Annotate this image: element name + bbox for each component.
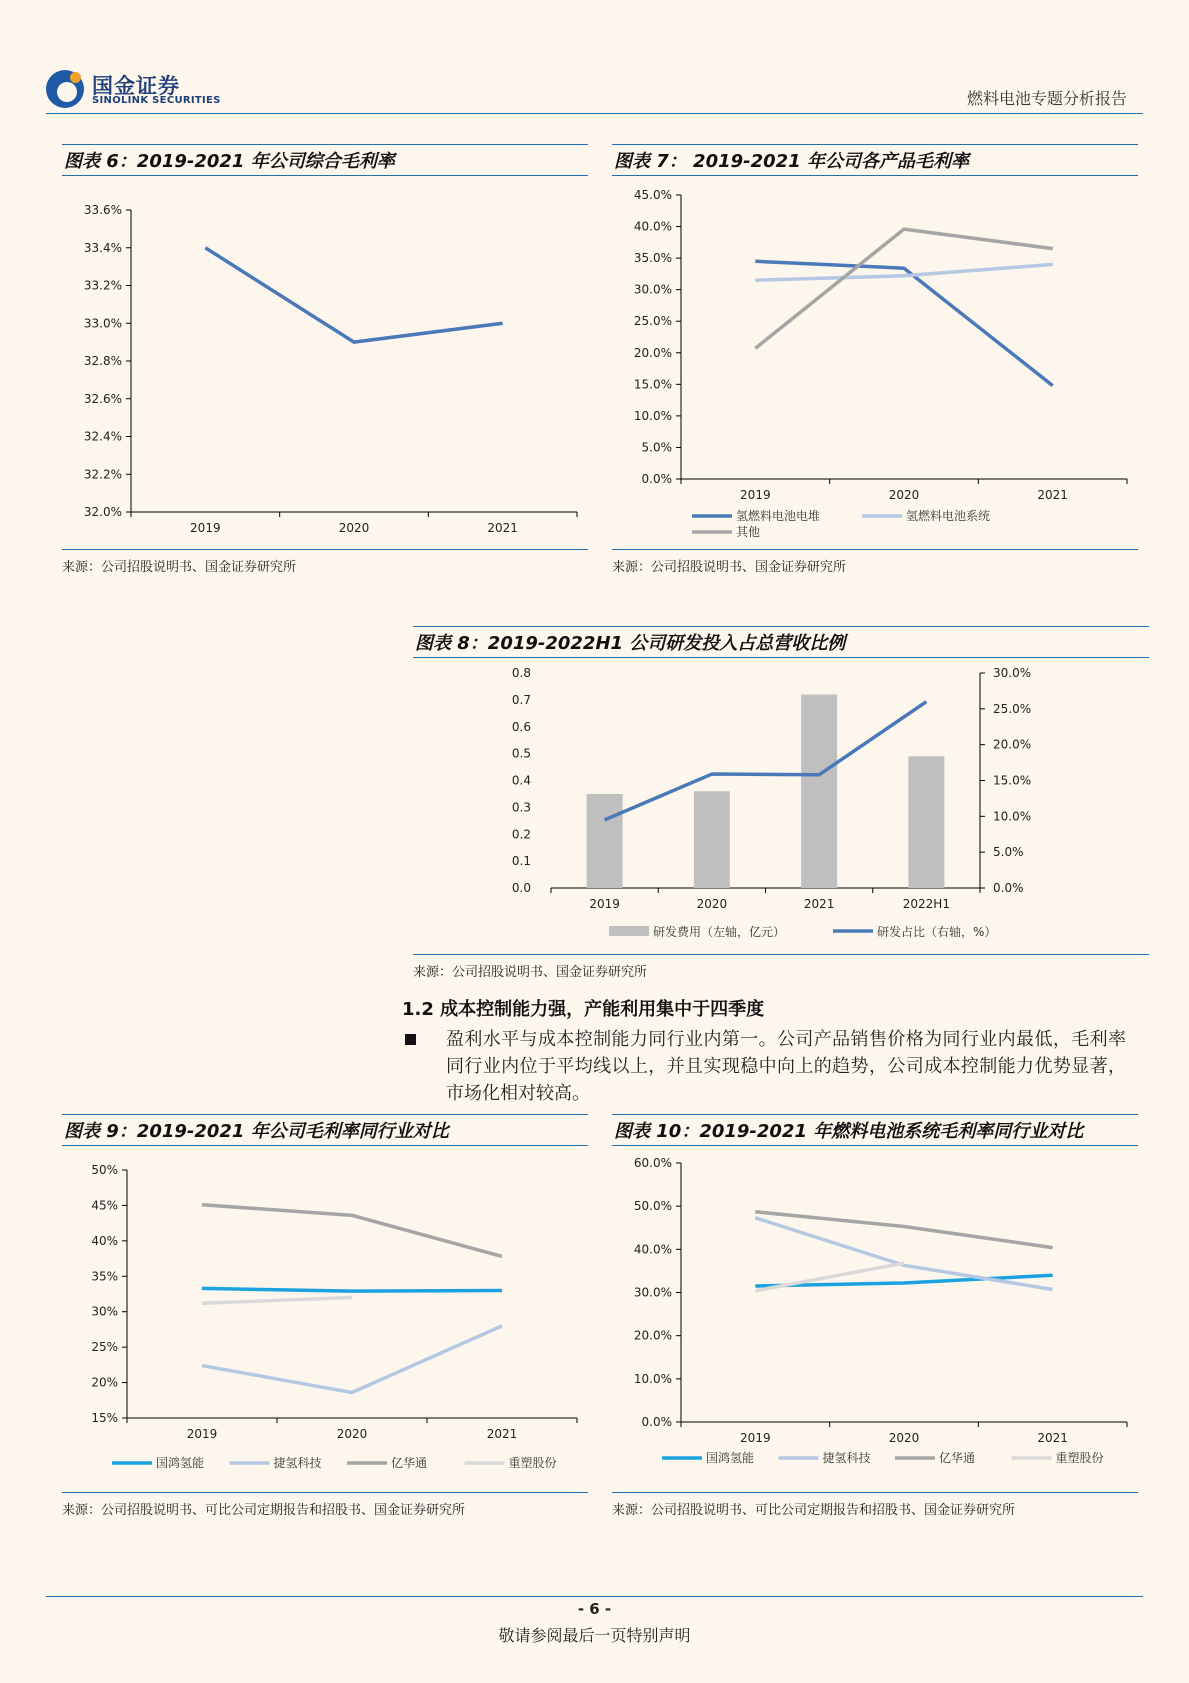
fig10-y-tick-label: 20.0% [633, 1328, 672, 1343]
fig8-title-rule [413, 657, 1149, 658]
logo-mark-dot [70, 72, 81, 83]
fig6-x-tick-label: 2021 [487, 521, 518, 535]
fig10-legend-label: 捷氢科技 [822, 1451, 871, 1465]
fig6-y-tick-label: 32.0% [83, 505, 122, 519]
fig7-top-rule [612, 144, 1138, 145]
footer-divider [46, 1596, 1143, 1597]
fig8-y-right-tick-label: 0.0% [993, 881, 1024, 895]
fig8-bar [587, 794, 623, 888]
fig10-x-tick-label: 2020 [888, 1431, 920, 1445]
fig8-bottom-rule [413, 954, 1149, 955]
fig8-y-left-tick-label: 0.6 [511, 719, 531, 734]
fig8-y-right-tick-label: 5.0% [993, 845, 1024, 860]
fig7-x-tick-label: 2020 [888, 488, 920, 502]
fig7-bottom-rule [612, 549, 1138, 550]
fig6-title: 图表 6：2019-2021 年公司综合毛利率 [64, 151, 395, 172]
fig7-y-tick-label: 15.0% [633, 377, 672, 392]
fig8-y-left-tick-label: 0.1 [511, 854, 531, 869]
report-title: 燃料电池专题分析报告 [966, 89, 1127, 108]
fig7-y-tick-label: 0.0% [641, 472, 672, 486]
page-number: - 6 - [577, 1600, 612, 1618]
fig10-top-rule [612, 1114, 1138, 1115]
fig7-title: 图表 7： 2019-2021 年公司各产品毛利率 [614, 151, 969, 172]
fig10-bottom-rule [612, 1492, 1138, 1493]
fig8-y-left-tick-label: 0.8 [511, 666, 531, 680]
fig10-y-tick-label: 0.0% [641, 1415, 672, 1429]
fig6-source: 来源：公司招股说明书、国金证券研究所 [62, 560, 297, 575]
fig10-title: 图表 10：2019-2021 年燃料电池系统毛利率同行业对比 [614, 1121, 1084, 1142]
fig6-y-tick-label: 33.0% [83, 316, 122, 331]
fig10-y-tick-label: 40.0% [633, 1242, 672, 1257]
fig6-y-tick-label: 32.8% [83, 354, 122, 368]
fig10-y-tick-label: 30.0% [633, 1285, 672, 1300]
section-paragraph: 盈利水平与成本控制能力同行业内第一。公司产品销售价格为同行业内最低，毛利率同行业内位于平均线以上，并且实现稳中向上的趋势，公司成本控制能力优势显著，市场化相对较高。 [446, 1029, 1126, 1104]
fig9-title-rule [62, 1145, 588, 1146]
fig8-chart [413, 662, 1149, 951]
fig10-legend-label: 国鸿氢能 [706, 1451, 755, 1465]
fig10-x-tick-label: 2021 [1037, 1431, 1068, 1445]
logo-mark-inner [57, 82, 77, 102]
fig7-series-line-2 [755, 229, 1052, 348]
fig8-bar [694, 791, 730, 888]
fig9-series-line-2 [202, 1205, 502, 1257]
fig10-y-tick-label: 10.0% [633, 1371, 672, 1386]
fig8-y-left-tick-label: 0.4 [511, 773, 531, 788]
fig8-x-tick-label: 2020 [696, 897, 728, 911]
fig10-legend-label: 重塑股份 [1055, 1451, 1104, 1465]
fig9-x-tick-label: 2021 [486, 1427, 518, 1441]
fig9-bottom-rule [62, 1492, 588, 1493]
fig8-y-left-tick-label: 0.3 [511, 800, 531, 815]
fig9-y-tick-label: 35% [91, 1269, 118, 1284]
fig9-source: 来源：公司招股说明书、可比公司定期报告和招股书、国金证券研究所 [62, 1503, 466, 1518]
fig8-y-right-tick-label: 25.0% [993, 701, 1032, 716]
fig9-legend-label: 国鸿氢能 [156, 1456, 205, 1470]
logo-name-cn: 国金证券 [92, 74, 180, 98]
fig8-legend-swatch-bar [609, 926, 649, 936]
fig7-legend-label: 氢燃料电池电堆 [736, 509, 821, 523]
fig10-y-tick-label: 60.0% [633, 1156, 672, 1170]
fig6-title-rule [62, 175, 588, 176]
fig7-x-tick-label: 2021 [1037, 488, 1068, 502]
fig9-series-line-3 [202, 1298, 352, 1304]
fig8-legend-label-line: 研发占比（右轴，%） [877, 925, 997, 939]
fig7-chart [612, 180, 1138, 545]
fig9-legend-label: 亿华通 [391, 1456, 428, 1470]
fig6-y-tick-label: 33.4% [83, 240, 122, 255]
fig8-bar [801, 695, 837, 889]
fig8-y-left-tick-label: 0.7 [511, 692, 531, 707]
fig7-source: 来源：公司招股说明书、国金证券研究所 [612, 560, 847, 575]
fig7-y-tick-label: 20.0% [633, 345, 672, 360]
fig8-source: 来源：公司招股说明书、国金证券研究所 [413, 965, 648, 980]
section-heading: 1.2 成本控制能力强，产能利用集中于四季度 [402, 999, 765, 1020]
fig8-legend-label-bar: 研发费用（左轴，亿元） [653, 925, 786, 939]
fig8-bar [908, 756, 944, 888]
fig7-x-tick-label: 2019 [740, 488, 771, 502]
fig9-y-tick-label: 15% [91, 1411, 118, 1425]
fig9-y-tick-label: 50% [91, 1163, 118, 1177]
fig7-title-rule [612, 175, 1138, 176]
fig9-y-tick-label: 45% [91, 1198, 118, 1213]
fig7-y-tick-label: 40.0% [633, 219, 672, 234]
fig8-y-right-tick-label: 10.0% [993, 809, 1032, 824]
fig9-series-line-0 [202, 1288, 502, 1291]
fig6-series-line-0 [205, 248, 502, 342]
fig9-y-tick-label: 40% [91, 1233, 118, 1248]
fig10-series-line-2 [755, 1212, 1052, 1248]
fig8-y-left-tick-label: 0.5 [511, 746, 531, 761]
fig10-legend-label: 亿华通 [939, 1451, 976, 1465]
fig7-legend-label: 氢燃料电池系统 [906, 509, 991, 523]
fig6-y-tick-label: 32.4% [83, 429, 122, 444]
fig9-title: 图表 9：2019-2021 年公司毛利率同行业对比 [64, 1121, 449, 1142]
fig8-top-rule [413, 626, 1149, 627]
fig7-y-tick-label: 25.0% [633, 314, 672, 329]
fig6-y-tick-label: 33.2% [83, 278, 122, 293]
footer-disclaimer: 敬请参阅最后一页特别声明 [498, 1626, 691, 1645]
fig6-top-rule [62, 144, 588, 145]
logo-name-en: SINOLINK SECURITIES [92, 95, 221, 106]
fig10-series-line-3 [755, 1263, 904, 1291]
fig9-y-tick-label: 25% [91, 1340, 118, 1355]
fig7-y-tick-label: 10.0% [633, 408, 672, 423]
fig9-x-tick-label: 2020 [336, 1427, 368, 1441]
bullet-square-icon [405, 1034, 416, 1045]
fig10-source: 来源：公司招股说明书、可比公司定期报告和招股书、国金证券研究所 [612, 1503, 1016, 1518]
fig8-title: 图表 8：2019-2022H1 公司研发投入占总营收比例 [415, 633, 846, 654]
fig8-y-right-tick-label: 30.0% [993, 666, 1032, 680]
fig8-x-tick-label: 2019 [589, 897, 620, 911]
fig9-y-tick-label: 30% [91, 1304, 118, 1319]
fig9-y-tick-label: 20% [91, 1375, 118, 1390]
fig6-y-tick-label: 32.2% [83, 467, 122, 482]
fig8-y-left-tick-label: 0.2 [511, 827, 531, 842]
fig6-chart [62, 180, 588, 545]
fig7-y-tick-label: 30.0% [633, 282, 672, 297]
fig9-top-rule [62, 1114, 588, 1115]
fig6-bottom-rule [62, 549, 588, 550]
fig6-y-tick-label: 33.6% [83, 203, 122, 217]
fig6-x-tick-label: 2020 [338, 521, 370, 535]
fig8-y-right-tick-label: 20.0% [993, 737, 1032, 752]
fig8-y-left-tick-label: 0.0 [511, 881, 531, 895]
fig7-y-tick-label: 45.0% [633, 188, 672, 202]
fig9-x-tick-label: 2019 [186, 1427, 218, 1441]
fig9-series-line-1 [202, 1326, 502, 1393]
fig9-legend-label: 捷氢科技 [273, 1456, 322, 1470]
fig8-y-right-tick-label: 15.0% [993, 773, 1032, 788]
fig6-x-tick-label: 2019 [190, 521, 221, 535]
fig7-legend-label: 其他 [736, 525, 761, 539]
fig10-y-tick-label: 50.0% [633, 1199, 672, 1214]
fig8-x-tick-label: 2021 [803, 897, 835, 911]
fig6-y-tick-label: 32.6% [83, 391, 122, 406]
fig7-y-tick-label: 5.0% [641, 440, 672, 455]
header-divider [46, 113, 1143, 114]
fig9-chart [62, 1150, 588, 1490]
fig10-chart [612, 1150, 1138, 1490]
fig8-ratio-line [605, 702, 927, 820]
fig10-x-tick-label: 2019 [740, 1431, 771, 1445]
fig10-title-rule [612, 1145, 1138, 1146]
fig8-x-tick-label: 2022H1 [902, 897, 950, 911]
fig9-legend-label: 重塑股份 [508, 1456, 557, 1470]
fig7-y-tick-label: 35.0% [633, 251, 672, 266]
